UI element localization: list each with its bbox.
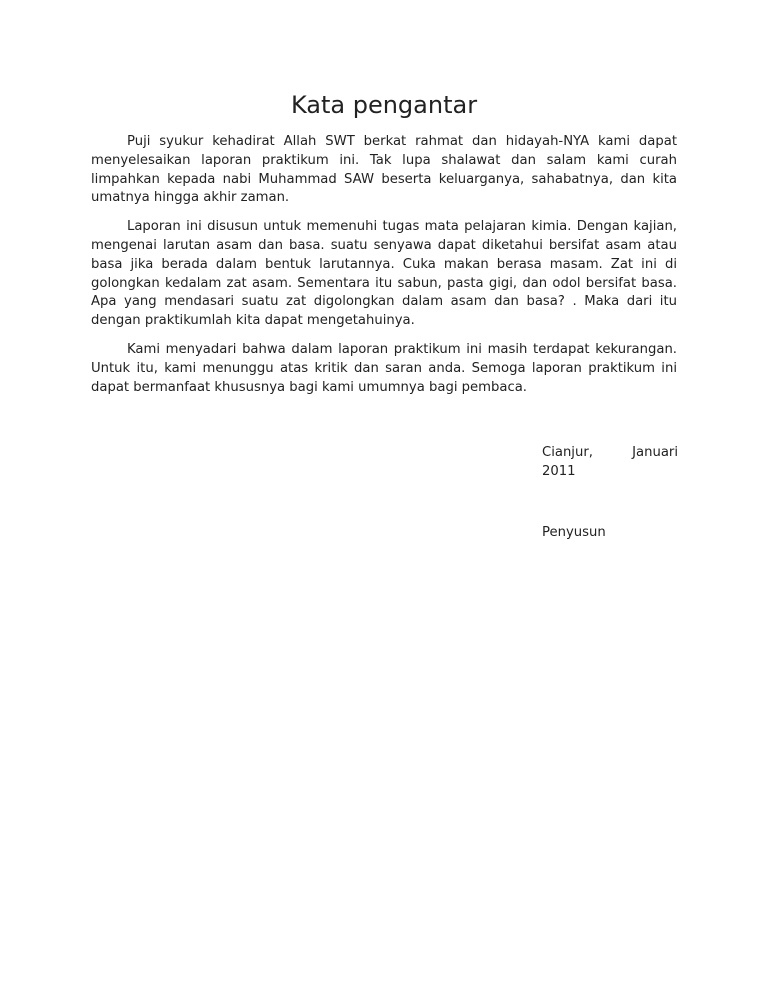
paragraph-intro: Puji syukur kehadirat Allah SWT berkat rahmat dan hidayah-NYA kami dapat menyelesaikan laporan praktikum ini. Tak lupa shalawat dan salam kami curah limpahkan kepada nabi Muhammad SAW beserta keluarganya, sahabatnya, dan kita umatnya hingga akhir zaman.: [91, 134, 677, 206]
paragraph-closing: Kami menyadari bahwa dalam laporan praktikum ini masih terdapat kekurangan. Untuk itu, kami menunggu atas kritik dan saran anda. Semoga laporan praktikum ini dapat bermanfaat khususnya bagi kami umumnya bagi pembaca.: [91, 341, 677, 395]
author-signature: Penyusun: [542, 525, 606, 540]
paragraph-purpose: Laporan ini disusun untuk memenuhi tugas mata pelajaran kimia. Dengan kajian, mengenai larutan asam dan basa. suatu senyawa dapat diketahui bersifat asam atau basa jika berada dalam bentuk larutannya. Cuka makan berasa masam. Zat ini di golongkan kedalam zat asam. Sementara itu sabun, pasta gigi, dan odol bersifat basa. Apa yang mendasari suatu zat digolongkan dalam asam dan basa? . Maka dari itu dengan praktikumlah kita dapat mengetahuinya.: [91, 219, 677, 329]
closing-year: 2011: [542, 463, 576, 479]
document-body: [91, 133, 677, 407]
closing-date-block: [542, 444, 678, 482]
page-title: Kata pengantar: [290, 91, 478, 119]
closing-place-month: Cianjur, Januari: [542, 445, 678, 460]
